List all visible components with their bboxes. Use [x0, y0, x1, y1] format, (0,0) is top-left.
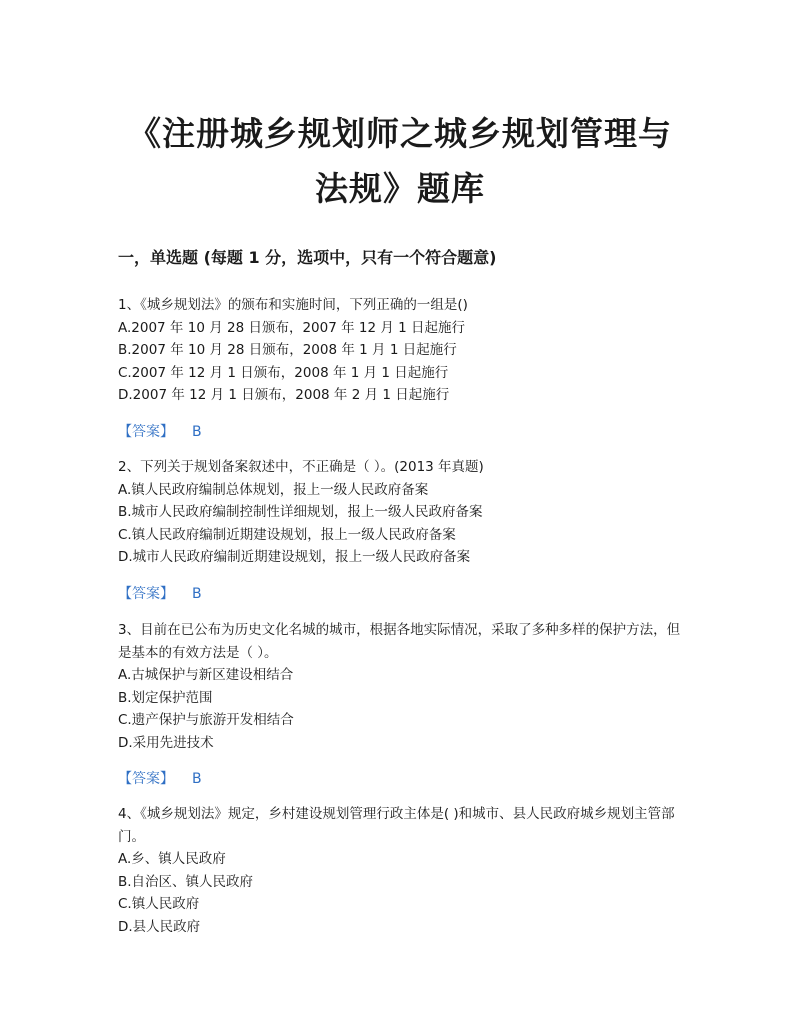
option-b: B.自治区、镇人民政府 — [118, 873, 254, 890]
option-a: A.乡、镇人民政府 — [118, 851, 226, 867]
option-b: B.2007 年 10 月 28 日颁布，2008 年 1 月 1 日起施行 — [118, 342, 457, 358]
option-a: A.古城保护与新区建设相结合 — [118, 667, 294, 683]
document-title — [100, 106, 700, 216]
question-stem: 3、目前在已公布为历史文化名城的城市，根据各地实际情况，采取了多种多样的保护方法，但是基本的有效方法是（ ）。 — [118, 622, 681, 661]
answer-1 — [118, 421, 202, 441]
option-c: C.2007 年 12 月 1 日颁布，2008 年 1 月 1 日起施行 — [118, 364, 449, 381]
section-heading: 一，单选题 (每题 1 分，选项中，只有一个符合题意) — [118, 248, 497, 267]
question-stem: 2、下列关于规划备案叙述中，不正确是（ ）。(2013 年真题) — [118, 459, 484, 475]
option-d: D.采用先进技术 — [118, 734, 214, 751]
question-4 — [118, 803, 688, 938]
document-title-line-1: 《注册城乡规划师之城乡规划管理与 — [128, 114, 672, 153]
option-c: C.镇人民政府 — [118, 896, 200, 912]
question-3 — [118, 619, 688, 754]
option-d: D.城市人民政府编制近期建设规划，报上一级人民政府备案 — [118, 549, 471, 565]
option-c: C.镇人民政府编制近期建设规划，报上一级人民政府备案 — [118, 526, 456, 543]
answer-3 — [118, 768, 202, 788]
answer-label: 【答案】 — [118, 424, 174, 440]
option-d: D.2007 年 12 月 1 日颁布，2008 年 2 月 1 日起施行 — [118, 387, 450, 403]
option-d: D.县人民政府 — [118, 918, 201, 935]
question-stem: 4、《城乡规划法》规定，乡村建设规划管理行政主体是( )和城市、县人民政府城乡规划主管部门。 — [118, 806, 675, 845]
answer-value: B — [192, 586, 202, 602]
question-stem: 1、《城乡规划法》的颁布和实施时间，下列正确的一组是() — [118, 297, 468, 313]
option-a: A.镇人民政府编制总体规划，报上一级人民政府备案 — [118, 481, 429, 498]
question-2 — [118, 456, 688, 569]
option-b: B.划定保护范围 — [118, 689, 213, 706]
answer-value: B — [192, 424, 202, 440]
option-c: C.遗产保护与旅游开发相结合 — [118, 712, 294, 728]
answer-label: 【答案】 — [118, 771, 174, 787]
answer-label: 【答案】 — [118, 586, 174, 602]
option-b: B.城市人民政府编制控制性详细规划，报上一级人民政府备案 — [118, 504, 483, 520]
document-title-line-2: 法规》题库 — [315, 169, 485, 208]
answer-value: B — [192, 771, 202, 787]
answer-2 — [118, 583, 202, 603]
option-a: A.2007 年 10 月 28 日颁布，2007 年 12 月 1 日起施行 — [118, 319, 466, 336]
question-1 — [118, 294, 688, 407]
